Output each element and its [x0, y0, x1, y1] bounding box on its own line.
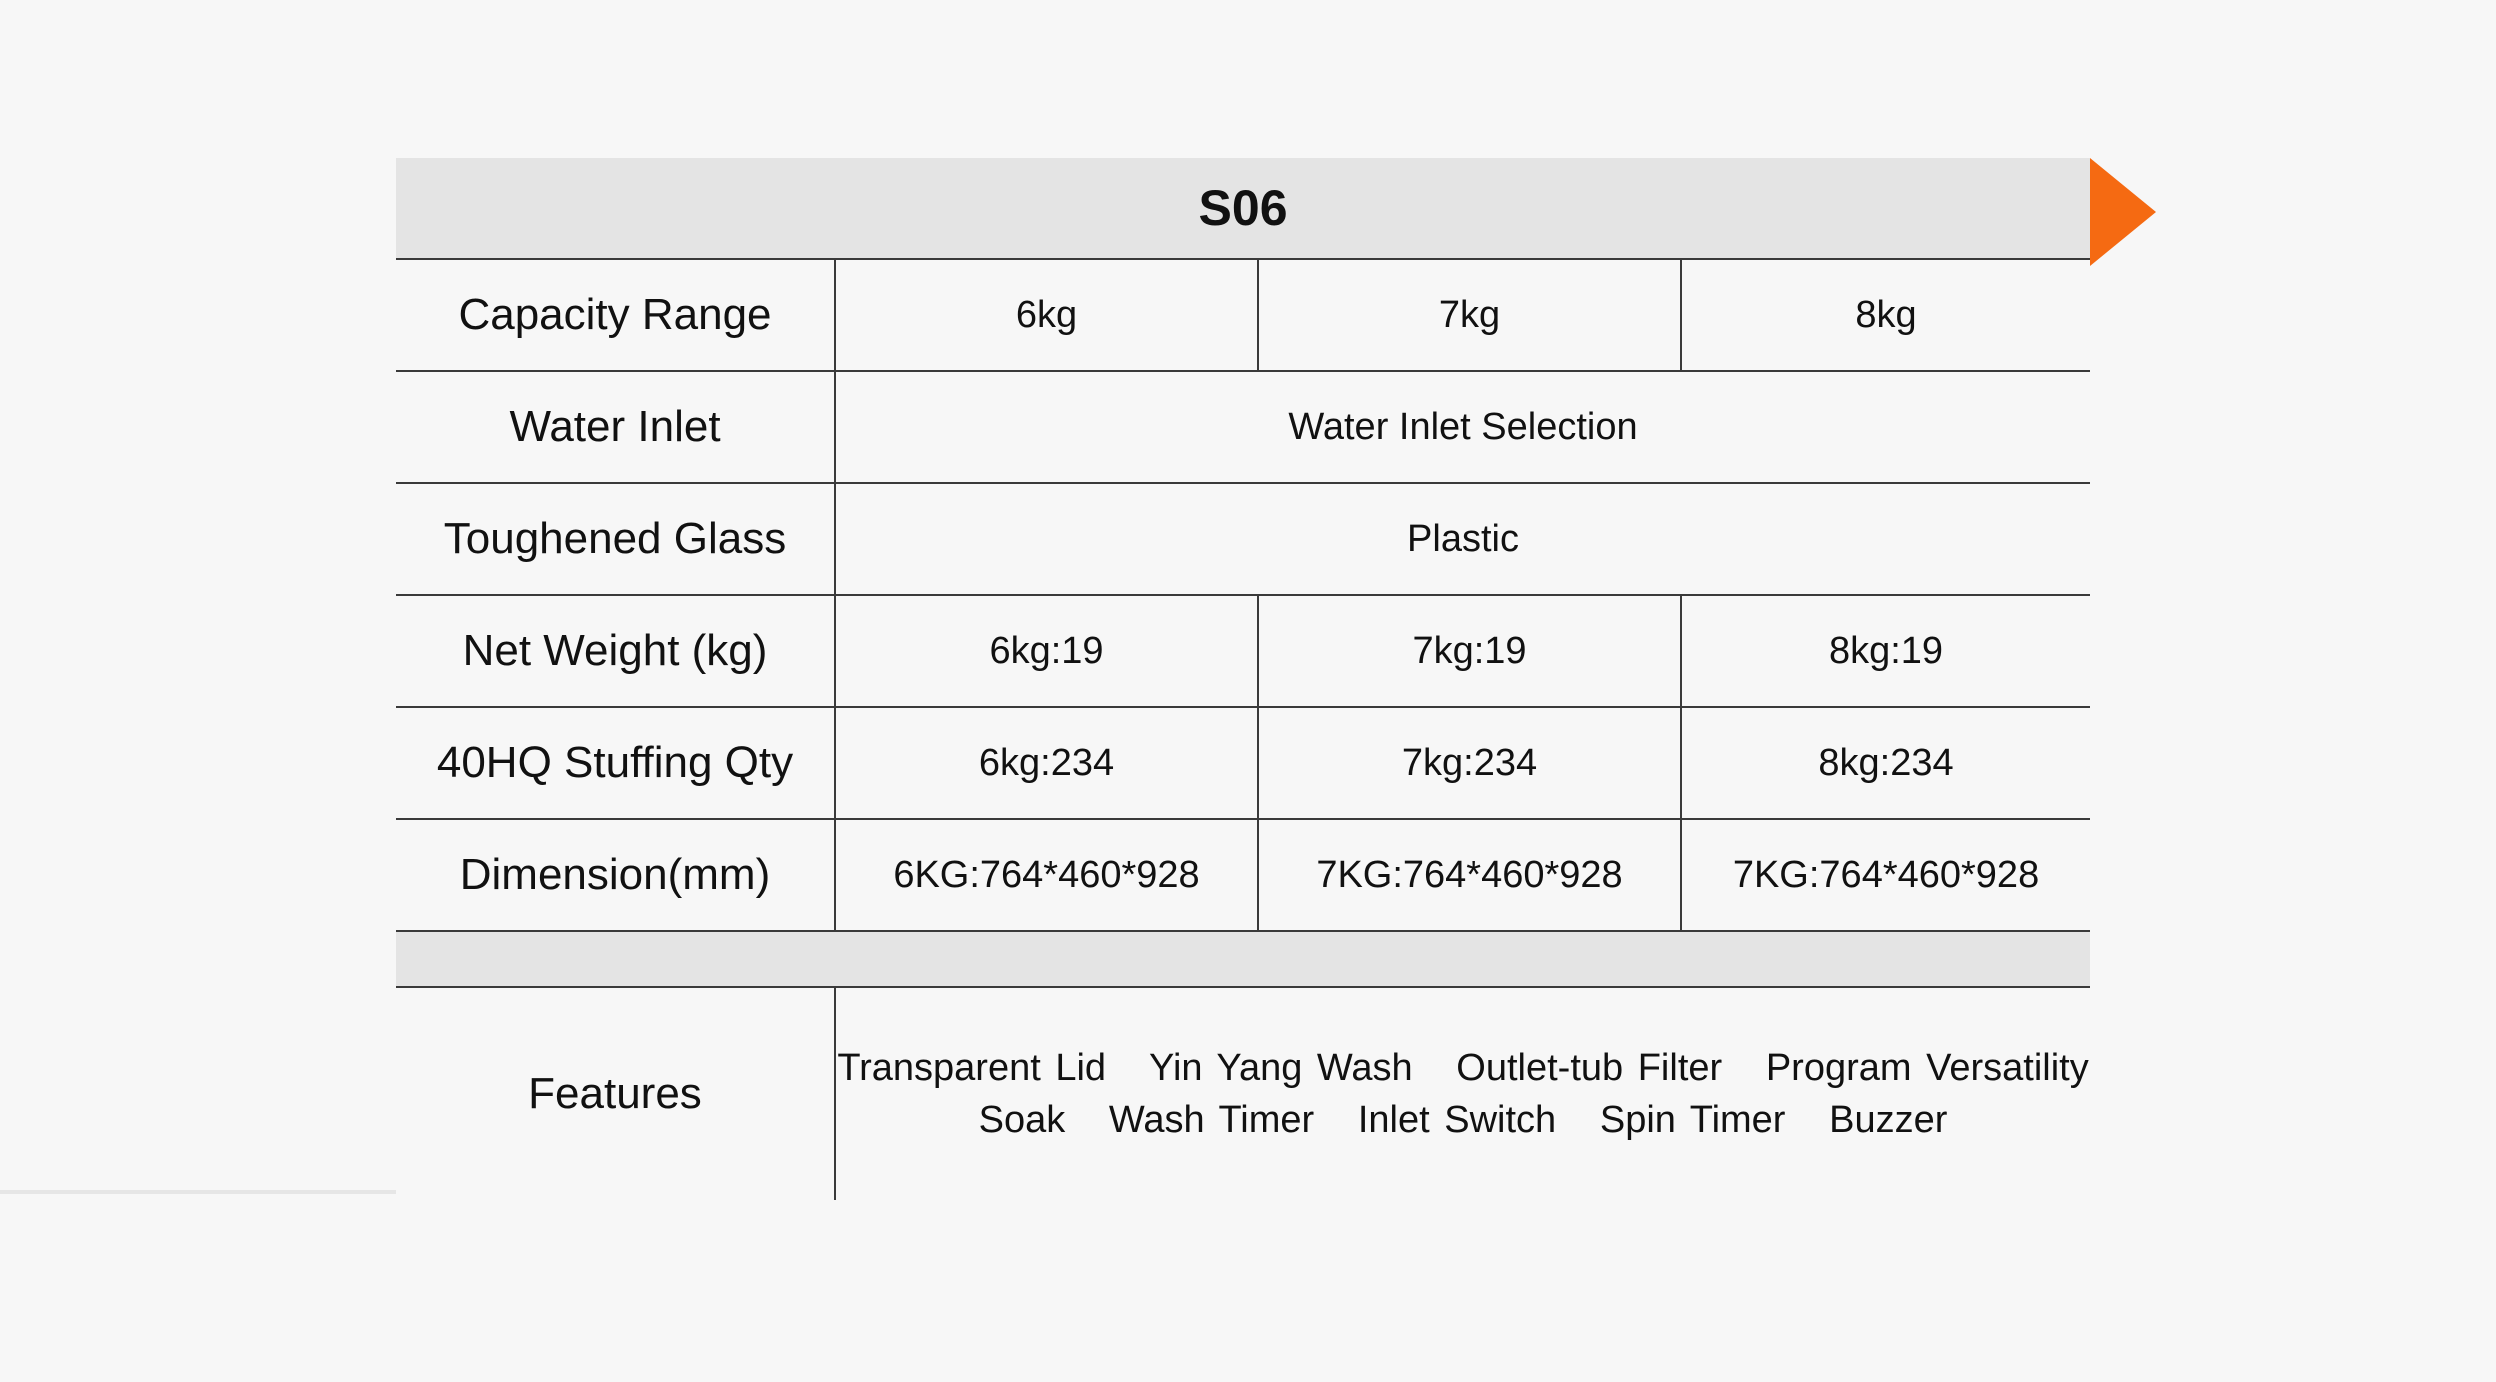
table-row-features — [396, 987, 2090, 1200]
cell-value: Water Inlet Selection — [835, 371, 2090, 483]
cell-value: 8kg:234 — [1681, 707, 2090, 819]
row-label: Water Inlet — [396, 371, 835, 483]
table-row-capacity — [396, 259, 2090, 371]
divider-line — [0, 1190, 396, 1194]
table-row-dimension — [396, 819, 2090, 931]
cell-value: 6KG:764*460*928 — [835, 819, 1258, 931]
play-triangle-icon — [2090, 158, 2156, 266]
features-line-2: Soak Wash Timer Inlet Switch Spin Timer Buzzer — [978, 1099, 1948, 1141]
cell-value: 7KG:764*460*928 — [1681, 819, 2090, 931]
features-line-1: Transparent Lid Yin Yang Wash Outlet-tub Filter Program Versatility — [837, 1047, 2089, 1089]
row-label: Toughened Glass — [396, 483, 835, 595]
cell-value: 7KG:764*460*928 — [1258, 819, 1681, 931]
table-row-stuffing-qty — [396, 707, 2090, 819]
spec-table — [396, 158, 2090, 1200]
row-label: Net Weight (kg) — [396, 595, 835, 707]
separator-row — [396, 931, 2090, 987]
row-label: Capacity Range — [396, 259, 835, 371]
cell-value: 8kg:19 — [1681, 595, 2090, 707]
cell-value: Plastic — [835, 483, 2090, 595]
cell-value: 6kg — [835, 259, 1258, 371]
cell-value: 6kg:19 — [835, 595, 1258, 707]
table-row-water-inlet — [396, 371, 2090, 483]
cell-value: 8kg — [1681, 259, 2090, 371]
title-row — [396, 158, 2090, 259]
table-row-net-weight — [396, 595, 2090, 707]
row-label: Dimension(mm) — [396, 819, 835, 931]
cell-value: 7kg:234 — [1258, 707, 1681, 819]
model-title: S06 — [396, 158, 2090, 259]
table-row-toughened-glass — [396, 483, 2090, 595]
cell-value: 6kg:234 — [835, 707, 1258, 819]
separator-band — [396, 931, 2090, 987]
features-label: Features — [396, 987, 835, 1200]
cell-value: 7kg:19 — [1258, 595, 1681, 707]
row-label: 40HQ Stuffing Qty — [396, 707, 835, 819]
cell-value: 7kg — [1258, 259, 1681, 371]
features-list — [835, 987, 2090, 1200]
